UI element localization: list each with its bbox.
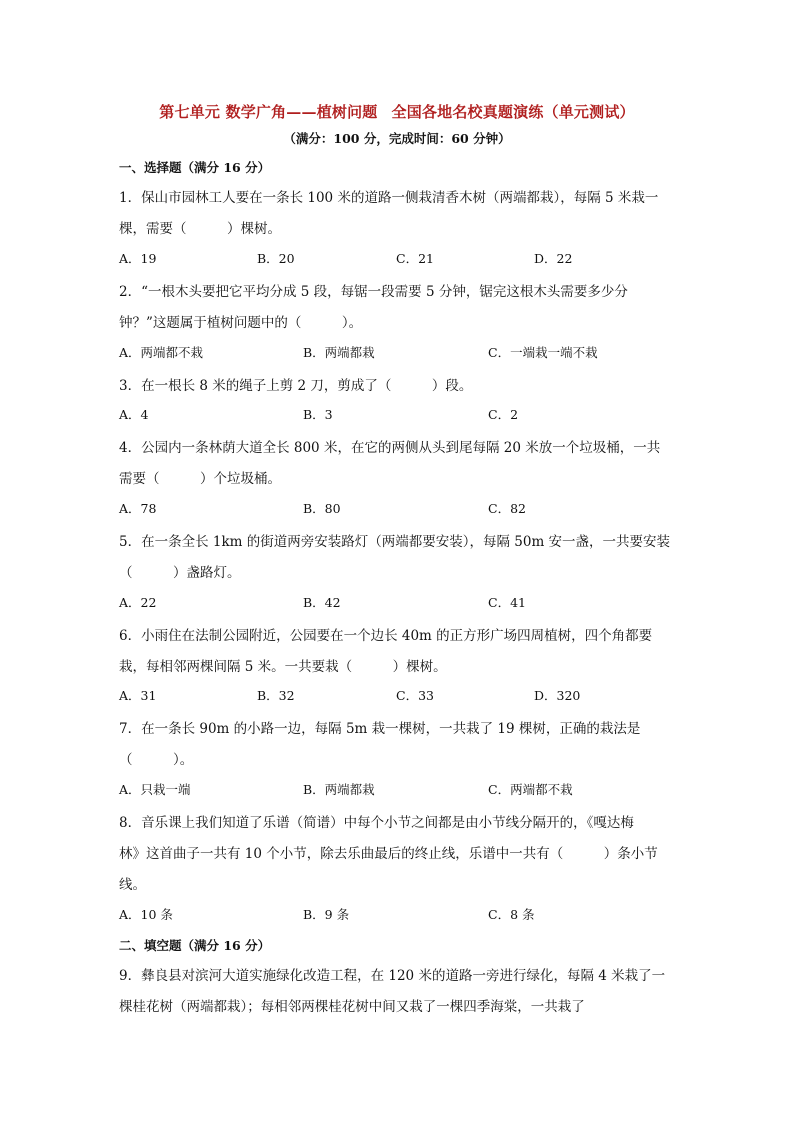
question-6-line-1: 6．小雨住在法制公园附近，公园要在一个边长 40m 的正方形广场四周植树，四个角都要 [119, 628, 653, 644]
question-5-line-2: （ ）盏路灯。 [119, 565, 241, 581]
question-2-line-2: 钟？”这题属于植树问题中的（ ）。 [119, 315, 363, 331]
question-6-line-2: 栽，每相邻两棵间隔 5 米。一共要栽（ ）棵树。 [119, 659, 447, 675]
option-b[interactable]: B．两端都栽 [303, 345, 375, 360]
option-c[interactable]: C．2 [488, 407, 519, 422]
option-a[interactable]: A．19 [119, 251, 157, 266]
option-b[interactable]: B．两端都栽 [303, 782, 375, 797]
question-9-line-1: 9．彝良县对滨河大道实施绿化改造工程，在 120 米的道路一旁进行绿化，每隔 4 米栽了一 [119, 968, 666, 984]
page-subtitle: （满分：100 分，完成时间：60 分钟） [283, 131, 511, 146]
question-1-options [119, 249, 699, 267]
option-b[interactable]: B．3 [303, 407, 333, 422]
option-c[interactable]: C．一端栽一端不栽 [488, 345, 598, 360]
question-8-line-2: 林》这首曲子一共有 10 个小节，除去乐曲最后的终止线，乐谱中一共有（ ）条小节 [119, 846, 658, 862]
option-b[interactable]: B．32 [257, 688, 295, 703]
option-c[interactable]: C．21 [396, 251, 434, 266]
question-3-options [119, 405, 699, 423]
option-c[interactable]: C．两端都不栽 [488, 782, 573, 797]
question-5-line-1: 5．在一条全长 1km 的街道两旁安装路灯（两端都要安装），每隔 50m 安一盏，一共要安装 [119, 534, 671, 550]
option-a[interactable]: A．22 [119, 595, 157, 610]
option-b[interactable]: B．80 [303, 501, 341, 516]
question-8-options [119, 905, 699, 923]
option-c[interactable]: C．41 [488, 595, 526, 610]
question-1-line-2: 棵，需要（ ）棵树。 [119, 221, 281, 237]
option-a[interactable]: A．4 [119, 407, 149, 422]
option-b[interactable]: B．20 [257, 251, 295, 266]
option-a[interactable]: A．两端都不栽 [119, 345, 204, 360]
section-heading-fill: 二、填空题（满分 16 分） [119, 938, 271, 953]
section-heading-choice: 一、选择题（满分 16 分） [119, 160, 271, 175]
question-4-options [119, 499, 699, 517]
question-2-line-1: 2．“一根木头要把它平均分成 5 段，每锯一段需要 5 分钟，锯完这根木头需要多少分 [119, 284, 628, 300]
option-a[interactable]: A．78 [119, 501, 157, 516]
question-9-line-2: 棵桂花树（两端都栽）；每相邻两棵桂花树中间又栽了一棵四季海棠，一共栽了 [119, 999, 585, 1015]
option-d[interactable]: D．22 [534, 251, 573, 266]
question-4-line-2: 需要（ ）个垃圾桶。 [119, 471, 281, 487]
page-title [0, 101, 794, 122]
question-2-options [119, 343, 699, 361]
question-4-line-1: 4．公园内一条林荫大道全长 800 米，在它的两侧从头到尾每隔 20 米放一个垃圾桶，一共 [119, 440, 661, 456]
title-series: 全国各地名校真题演练（单元测试） [391, 103, 635, 121]
question-8-line-3: 线。 [119, 877, 146, 893]
question-7-line-1: 7．在一条长 90m 的小路一边，每隔 5m 栽一棵树，一共栽了 19 棵树，正确的栽法是 [119, 721, 641, 737]
option-b[interactable]: B．9 条 [303, 907, 350, 922]
question-3-line-1: 3．在一根长 8 米的绳子上剪 2 刀，剪成了（ ）段。 [119, 378, 473, 394]
question-7-line-2: （ ）。 [119, 752, 194, 768]
option-d[interactable]: D．320 [534, 688, 581, 703]
option-c[interactable]: C．33 [396, 688, 434, 703]
question-1-line-1: 1．保山市园林工人要在一条长 100 米的道路一侧栽清香木树（两端都栽），每隔 5 米栽一 [119, 190, 659, 206]
question-7-options [119, 780, 699, 798]
option-a[interactable]: A．只栽一端 [119, 782, 191, 797]
option-b[interactable]: B．42 [303, 595, 341, 610]
question-6-options [119, 686, 699, 704]
question-8-line-1: 8．音乐课上我们知道了乐谱（简谱）中每个小节之间都是由小节线分隔开的，《嘎达梅 [119, 815, 634, 831]
option-c[interactable]: C．82 [488, 501, 526, 516]
title-unit: 第七单元 数学广角——植树问题 [159, 103, 378, 121]
option-a[interactable]: A．31 [119, 688, 157, 703]
question-5-options [119, 593, 699, 611]
option-a[interactable]: A．10 条 [119, 907, 173, 922]
option-c[interactable]: C．8 条 [488, 907, 535, 922]
